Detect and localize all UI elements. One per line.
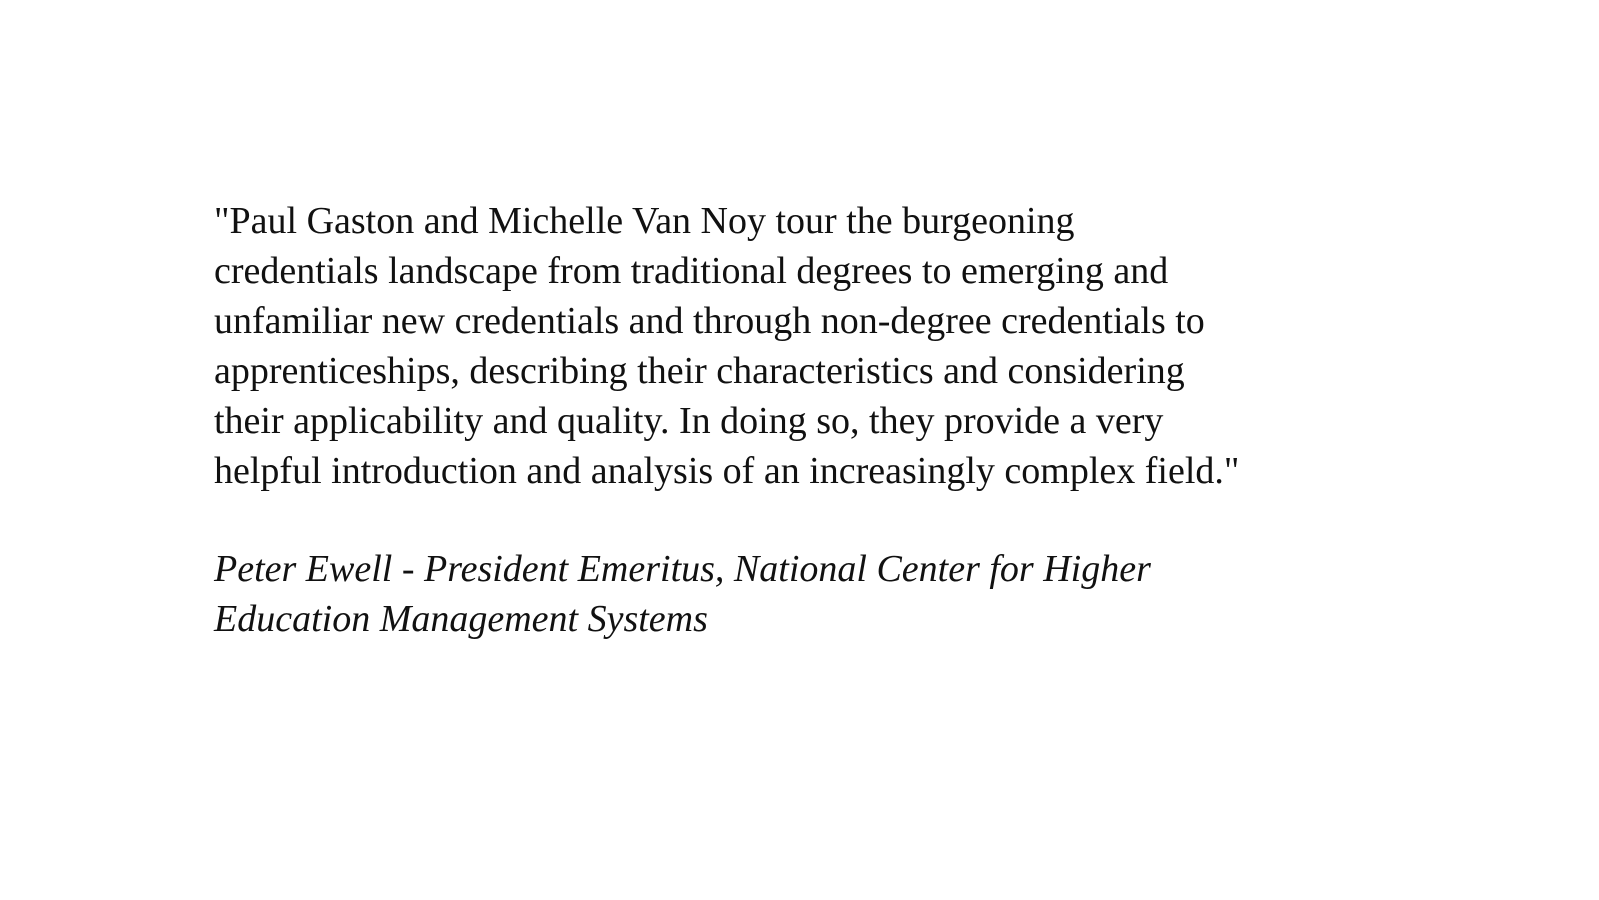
quote-attribution xyxy=(214,544,1414,644)
attribution-line: Peter Ewell - President Emeritus, National Center for Higher xyxy=(214,548,1151,590)
quote-line: helpful introduction and analysis of an increasingly complex field." xyxy=(214,450,1240,492)
quote-line: unfamiliar new credentials and through non-degree credentials to xyxy=(214,300,1205,342)
quote-line: credentials landscape from traditional degrees to emerging and xyxy=(214,250,1169,292)
quote-line: their applicability and quality. In doing so, they provide a very xyxy=(214,400,1164,442)
testimonial xyxy=(214,196,1414,644)
attribution-line: Education Management Systems xyxy=(214,598,708,640)
quote-line: apprenticeships, describing their characteristics and considering xyxy=(214,350,1185,392)
quote-text xyxy=(214,196,1414,496)
quote-line: "Paul Gaston and Michelle Van Noy tour the burgeoning xyxy=(214,200,1075,242)
